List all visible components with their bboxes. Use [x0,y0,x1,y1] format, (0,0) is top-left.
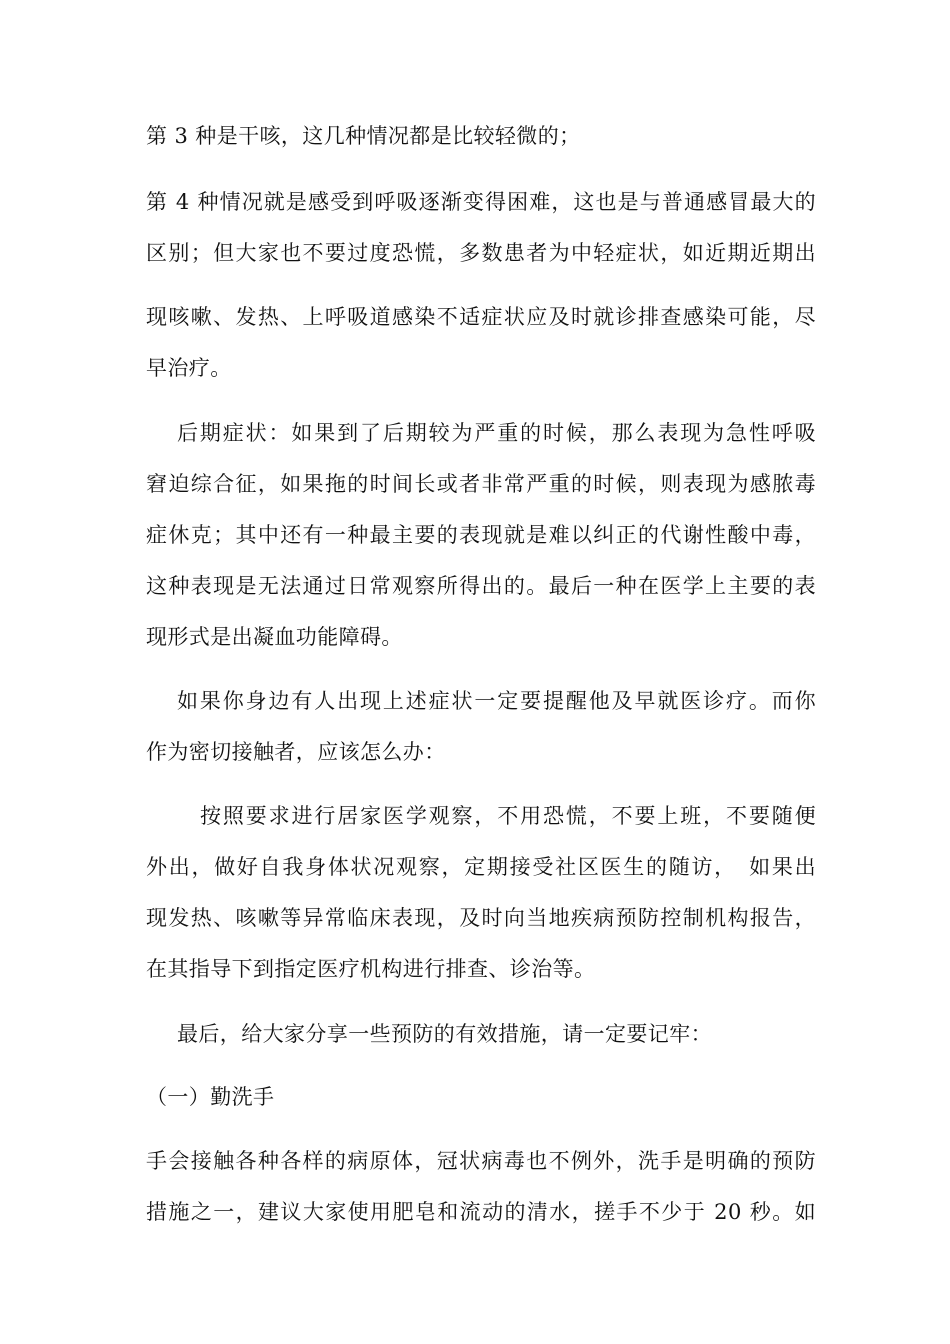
text-line: 第 4 种情况就是感受到呼吸逐渐变得困难，这也是与普通感冒最大的 [146,190,816,214]
text-line: 最后，给大家分享一些预防的有效措施，请一定要记牢： [177,1022,712,1046]
section-heading: （一）勤洗手 [146,1085,275,1109]
text-line: 早治疗。 [146,356,232,380]
text-line: 窘迫综合征，如果拖的时间长或者非常严重的时候，则表现为感脓毒 [146,472,816,496]
text-line: 现发热、咳嗽等异常临床表现，及时向当地疾病预防控制机构报告， [146,906,816,930]
text-line: 现形式是出凝血功能障碍。 [146,625,403,649]
text-line: 作为密切接触者，应该怎么办： [146,740,446,764]
text-line: 在其指导下到指定医疗机构进行排查、诊治等。 [146,957,596,981]
text-line: 第 3 种是干咳，这几种情况都是比较轻微的； [146,124,581,148]
text-line: 措施之一，建议大家使用肥皂和流动的清水，搓手不少于 20 秒。如 [146,1200,816,1224]
text-line: 后期症状：如果到了后期较为严重的时候，那么表现为急性呼吸 [177,421,816,445]
text-line: 这种表现是无法通过日常观察所得出的。最后一种在医学上主要的表 [146,574,816,598]
text-line: 外出，做好自我身体状况观察，定期接受社区医生的随访， 如果出 [146,855,816,879]
text-line: 症休克；其中还有一种最主要的表现就是难以纠正的代谢性酸中毒， [146,523,816,547]
text-line: 现咳嗽、发热、上呼吸道感染不适症状应及时就诊排查感染可能，尽 [146,305,816,329]
text-line: 按照要求进行居家医学观察，不用恐慌，不要上班，不要随便 [200,804,816,828]
text-line: 区别；但大家也不要过度恐慌，多数患者为中轻症状，如近期近期出 [146,241,816,265]
text-line: 如果你身边有人出现上述症状一定要提醒他及早就医诊疗。而你 [177,689,816,713]
text-line: 手会接触各种各样的病原体，冠状病毒也不例外，洗手是明确的预防 [146,1149,816,1173]
